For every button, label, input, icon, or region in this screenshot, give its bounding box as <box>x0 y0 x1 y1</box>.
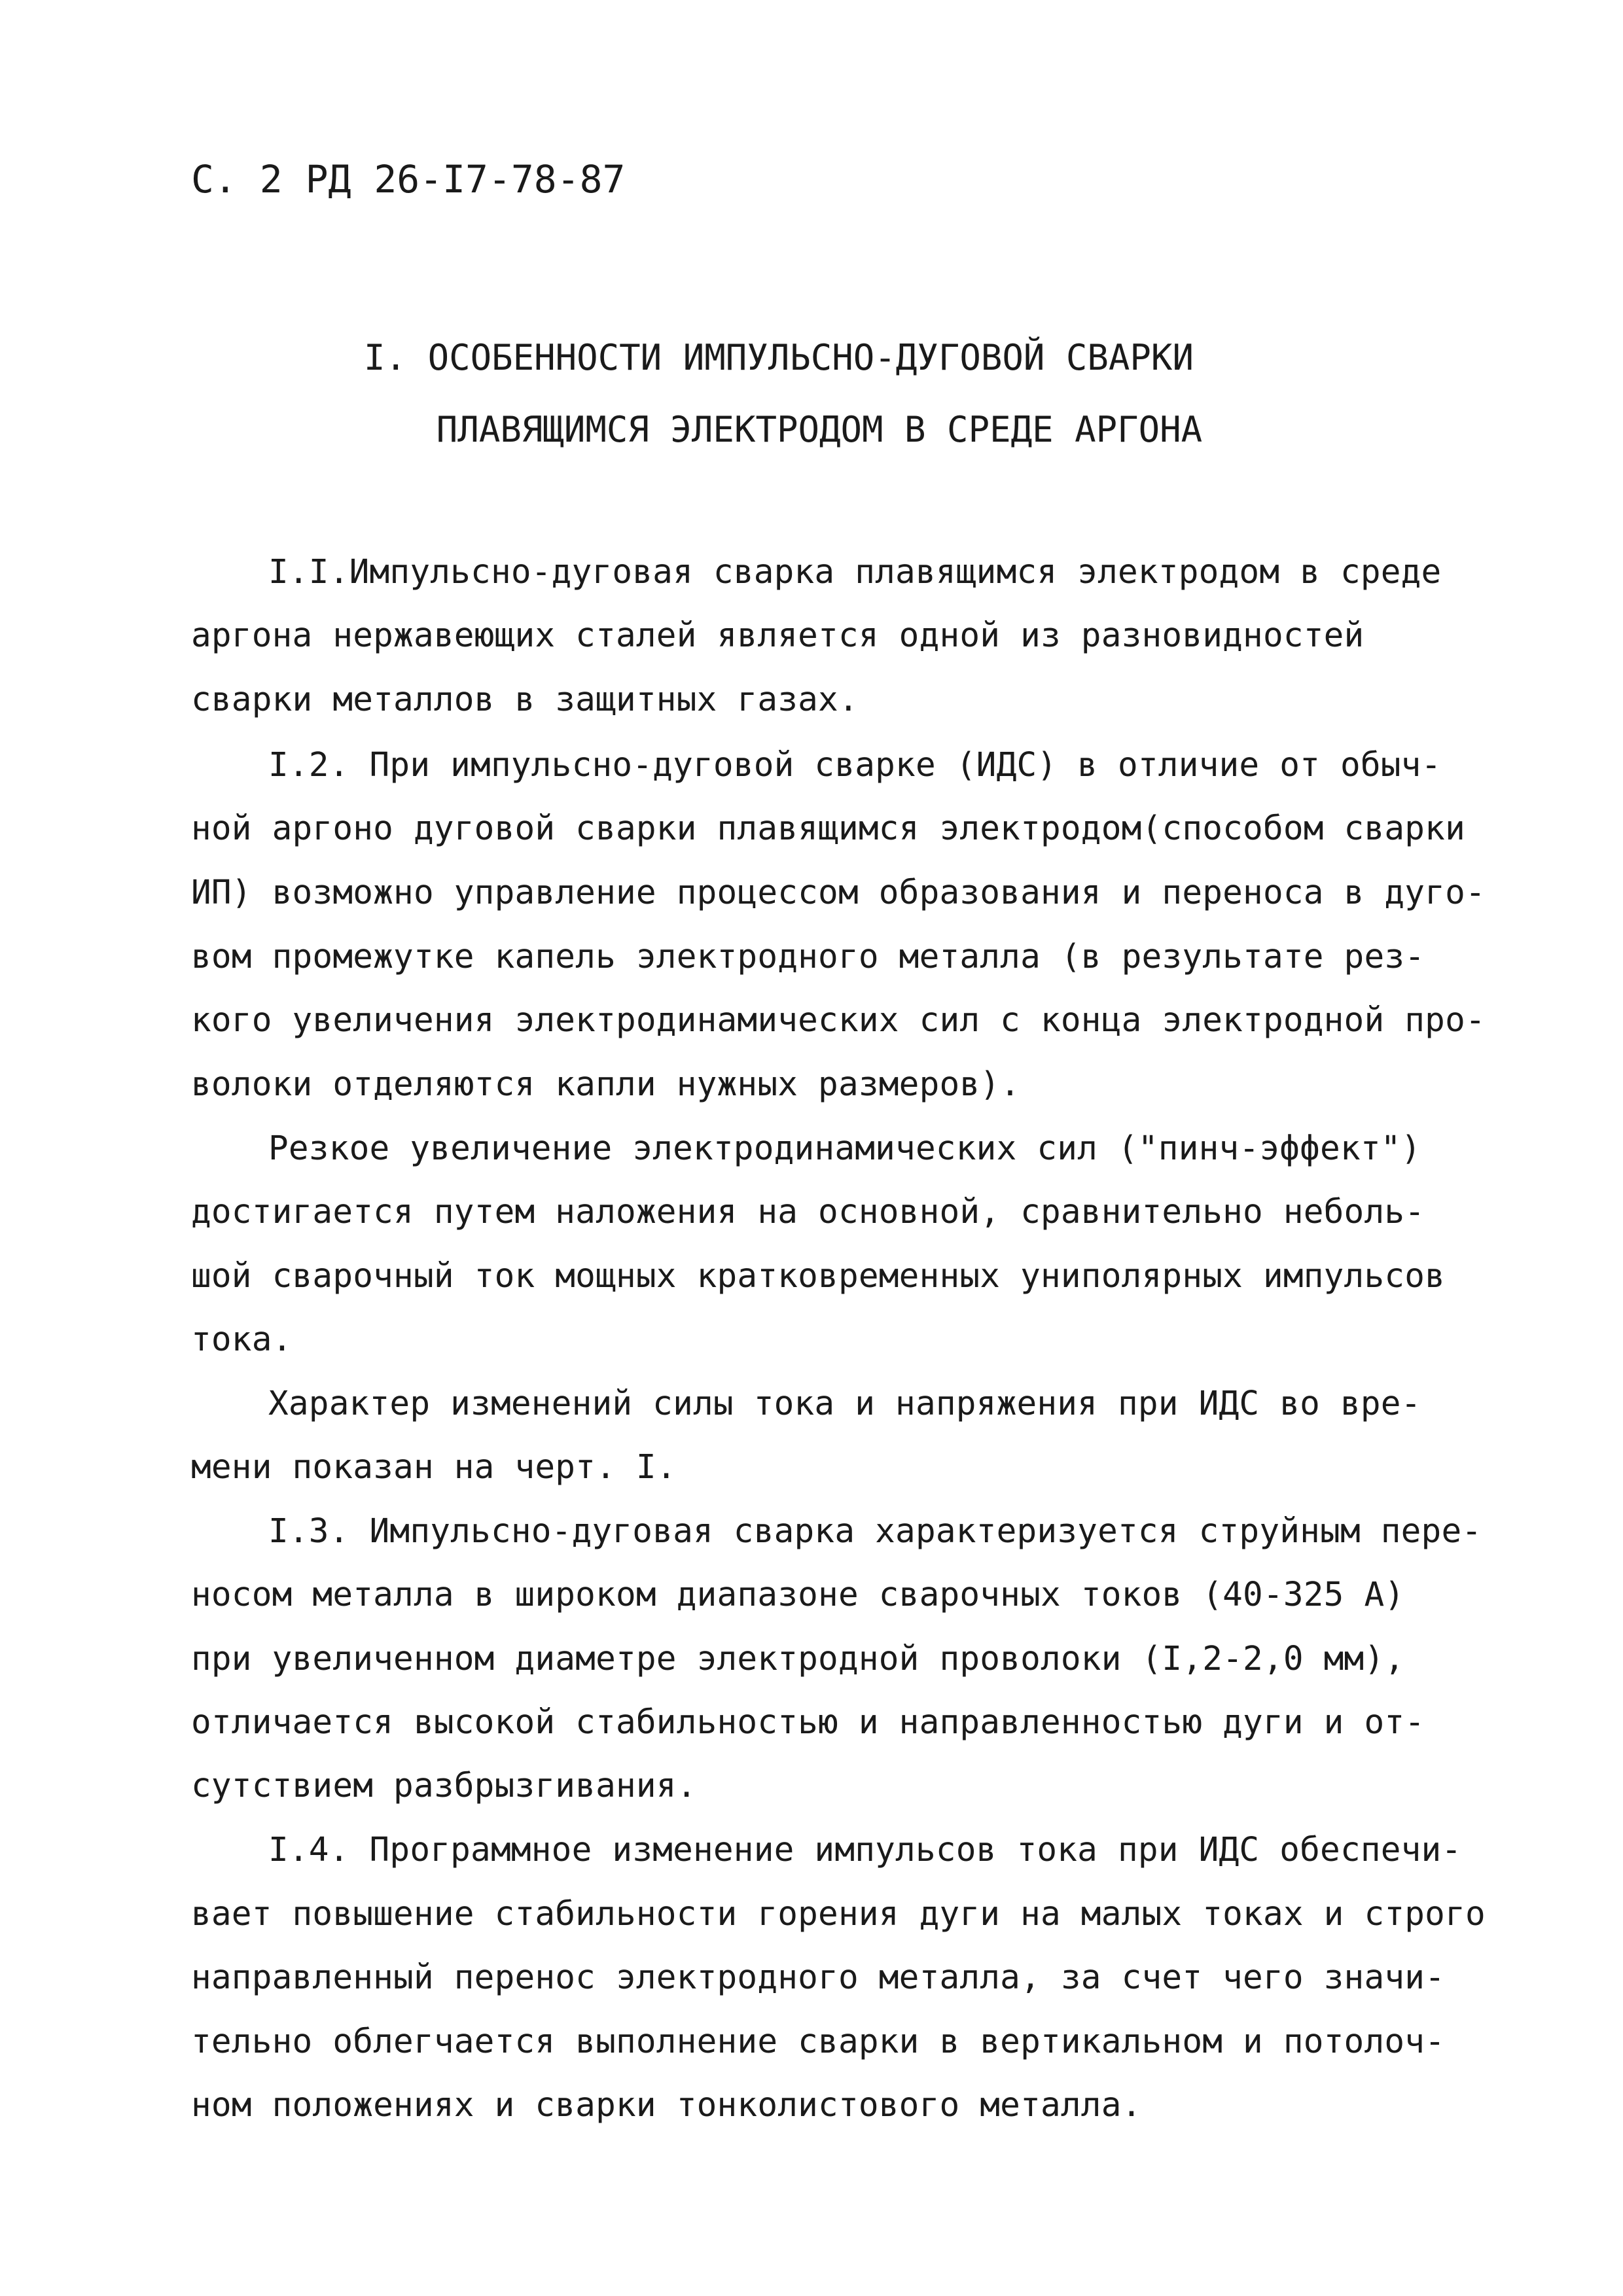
text-line: I.2. При импульсно-дуговой сварке (ИДС) в отличие от обыч- <box>268 746 1442 785</box>
text-line: I.4. Программное изменение импульсов тока при ИДС обеспечи- <box>268 1831 1462 1869</box>
text-line: мени показан на черт. I. <box>191 1448 677 1487</box>
section-title-line-1: I. ОСОБЕННОСТИ ИМПУЛЬСНО-ДУГОВОЙ СВАРКИ <box>364 337 1194 378</box>
text-line: при увеличенном диаметре электродной проволоки (I,2-2,0 мм), <box>191 1640 1405 1678</box>
section-title-line-2: ПЛАВЯЩИМСЯ ЭЛЕКТРОДОМ В СРЕДЕ АРГОНА <box>436 409 1203 450</box>
text-line: I.I.Импульсно-дуговая сварка плавящимся электродом в среде <box>268 553 1442 592</box>
text-line: Характер изменений силы тока и напряжения при ИДС во вре- <box>268 1385 1421 1423</box>
text-line: отличается высокой стабильностью и направленностью дуги и от- <box>191 1703 1425 1742</box>
text-line: вает повышение стабильности горения дуги на малых токах и строго <box>191 1895 1486 1934</box>
text-line: сварки металлов в защитных газах. <box>191 680 859 719</box>
text-line: направленный перенос электродного металла, за счет чего значи- <box>191 1958 1446 1997</box>
text-line: Резкое увеличение электродинамических сил ("пинч-эффект") <box>268 1129 1421 1168</box>
text-line: шой сварочный ток мощных кратковременных униполярных импульсов <box>191 1257 1446 1296</box>
page-header: С. 2 РД 26-I7-78-87 <box>191 157 626 202</box>
text-line: I.3. Импульсно-дуговая сварка характеризуется струйным пере- <box>268 1512 1482 1551</box>
text-line: аргона нержавеющих сталей является одной из разновидностей <box>191 616 1364 655</box>
text-line: волоки отделяются капли нужных размеров). <box>191 1065 1021 1104</box>
text-line: ном положениях и сварки тонколистового металла. <box>191 2086 1142 2125</box>
text-line: кого увеличения электродинамических сил с конца электродной про- <box>191 1001 1486 1040</box>
text-line: ной аргоно дуговой сварки плавящимся электродом(способом сварки <box>191 809 1465 848</box>
text-line: носом металла в широком диапазоне сварочных токов (40-325 А) <box>191 1576 1405 1614</box>
text-line: достигается путем наложения на основной, сравнительно неболь- <box>191 1193 1425 1231</box>
text-line: тока. <box>191 1320 293 1359</box>
text-line: вом промежутке капель электродного металла (в результате рез- <box>191 938 1425 976</box>
text-line: тельно облегчается выполнение сварки в вертикальном и потолоч- <box>191 2022 1446 2061</box>
text-line: сутствием разбрызгивания. <box>191 1767 697 1805</box>
text-line: ИП) возможно управление процессом образования и переноса в дуго- <box>191 874 1486 912</box>
